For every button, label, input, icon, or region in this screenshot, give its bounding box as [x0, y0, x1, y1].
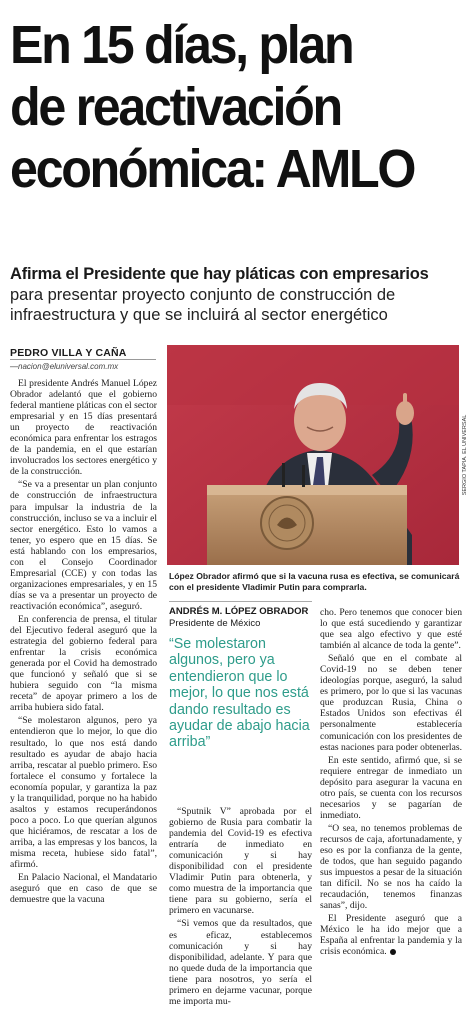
subheadline-bold: Afirma el Presidente que hay pláticas con empresarios — [10, 265, 429, 283]
article-photo — [167, 345, 459, 565]
subheadline: para presentar proyecto conjunto de construcción de infraestructura y que se incluirá al sector energético — [10, 286, 396, 324]
photo-caption: López Obrador afirmó que si la vacuna rusa es efectiva, se comunicará con el presidente Vladimir Putin para comprarla. — [169, 571, 460, 592]
photo-credit-text: SERGIO TAPIA. EL UNIVERSAL — [462, 414, 468, 496]
author-email: —nacion@eluniversal.com.mx — [10, 362, 119, 371]
paragraph: “Se molestaron algunos, pero ya entendieron que lo mejor, lo que dio resultado, lo que nos está dando resultado es ayudar de abajo hacia arriba, rescatar al pueblo primero. Eso fortalece el consumo y fortalece la economía popular, y garantiza la paz y la tranquilidad, porque no ha habido asaltos y estamos recuperándonos poco a poco. Lo que querían algunos que hiciéramos, de rescatar a los de arriba, a las empresas y los bancos, la misma receta, hubiese sido fatal”, afirmó. — [10, 715, 157, 871]
paragraph: “O sea, no tenemos problemas de recursos de caja, afortunadamente, y eso es por la confianza de la gente, de todos, que han seguido pagando sus impuestos a pesar de la situación tan difícil. No se nos ha caído la recaudación, tenemos finanzas sanas”, dijo. — [320, 822, 462, 912]
author-byline: PEDRO VILLA Y CAÑA — [10, 347, 127, 359]
article-column-1 — [10, 378, 157, 907]
paragraph: Señaló que en el combate al Covid-19 no se deben tener ideologías porque, aseguró, la salud es primero, por lo que si las vacunas que produzcan Rusia, China o Estados Unidos son efectivas él personalmente establecería comunicación con los presidentes de estas naciones para poder obtenerlas. — [320, 653, 462, 753]
byline-divider — [10, 359, 156, 360]
paragraph-final — [320, 913, 462, 957]
paragraph: En conferencia de prensa, el titular del Ejecutivo federal aseguró que la estrategia del gobierno federal para enfrentar la crisis económica generada por el Covid ha demostrado que funcionó y señaló que si se hubiera seguido con “la misma receta” de apoyar primero a los de arriba hubiera sido fatal. — [10, 613, 157, 714]
president-podium-photo — [167, 345, 459, 565]
headline-line: En 15 días, plan — [10, 15, 353, 75]
headline-line: económica: AMLO — [10, 139, 415, 199]
pull-quote: “Se molestaron algunos, pero ya entendieron que lo mejor, lo que nos está dando resultado es ayudar de abajo hacia arriba” — [169, 636, 310, 751]
headline — [10, 14, 433, 200]
quote-author-role: Presidente de México — [169, 618, 261, 629]
article-column-2 — [169, 806, 312, 1009]
paragraph: En Palacio Nacional, el Mandatario aseguró que en caso de que se demuestre que la vacuna — [10, 872, 157, 906]
paragraph: El presidente Andrés Manuel López Obrador adelantó que el gobierno federal mantiene pláticas con el sector empresarial y en 15 días presentará un proyecto de reactivación económica para enfrentar los estragos de la pandemia, en el que estarían involucrados los sectores energético y de la construcción. — [10, 378, 157, 478]
article-column-3 — [320, 607, 462, 959]
paragraph: cho. Pero tenemos que conocer bien lo que está sucediendo y garantizar que sea algo efectivo y que esté también al alcance de toda la gente”. — [320, 607, 462, 652]
paragraph: “Sputnik V” aprobada por el gobierno de Rusia para combatir la pandemia del Covid-19 es efectiva entraría de inmediato en comunicación y si hay disponibilidad con el presidente Vladimir Putin para obtenerla, y como muestra de la importancia que tiene para su gobierno, sería el primero en vacunarse. — [169, 806, 312, 917]
paragraph-text: El Presidente aseguró que a México le ha ido mejor que a España al enfrentar la pandemia y la crisis económica. — [320, 913, 462, 958]
photo-credit — [459, 345, 470, 565]
paragraph: “Se va a presentar un plan conjunto de construcción de infraestructura para impulsar la industria de la construcción, incluso se va a incluir el sector energético. Esto lo vamos a tener, yo espero que en 15 días. Se está hablando con los empresarios, con el Consejo Coordinador Empresarial (CCE) y con todas las organizaciones empresariales, y en 15 días se va a presentar un proyecto de reactivación económica”, aseguró. — [10, 479, 157, 612]
paragraph: “Si vemos que da resultados, que es eficaz, establecemos comunicación y si hay disponibilidad, adelante. Y para que no quede duda de la importancia que tiene para nosotros, yo sería el primero en dejarme vacunar, porque me importa mu- — [169, 918, 312, 1007]
quote-author-name: ANDRÉS M. LÓPEZ OBRADOR — [169, 606, 309, 617]
headline-line: de reactivación — [10, 77, 341, 137]
end-mark-icon — [390, 949, 396, 955]
paragraph: En este sentido, afirmó que, si se requiere entregar de inmediato un depósito para asegurar la vacuna en otro país, se cuenta con los recursos necesarios y se pagarían de inmediato. — [320, 754, 462, 821]
quote-divider — [169, 601, 312, 602]
